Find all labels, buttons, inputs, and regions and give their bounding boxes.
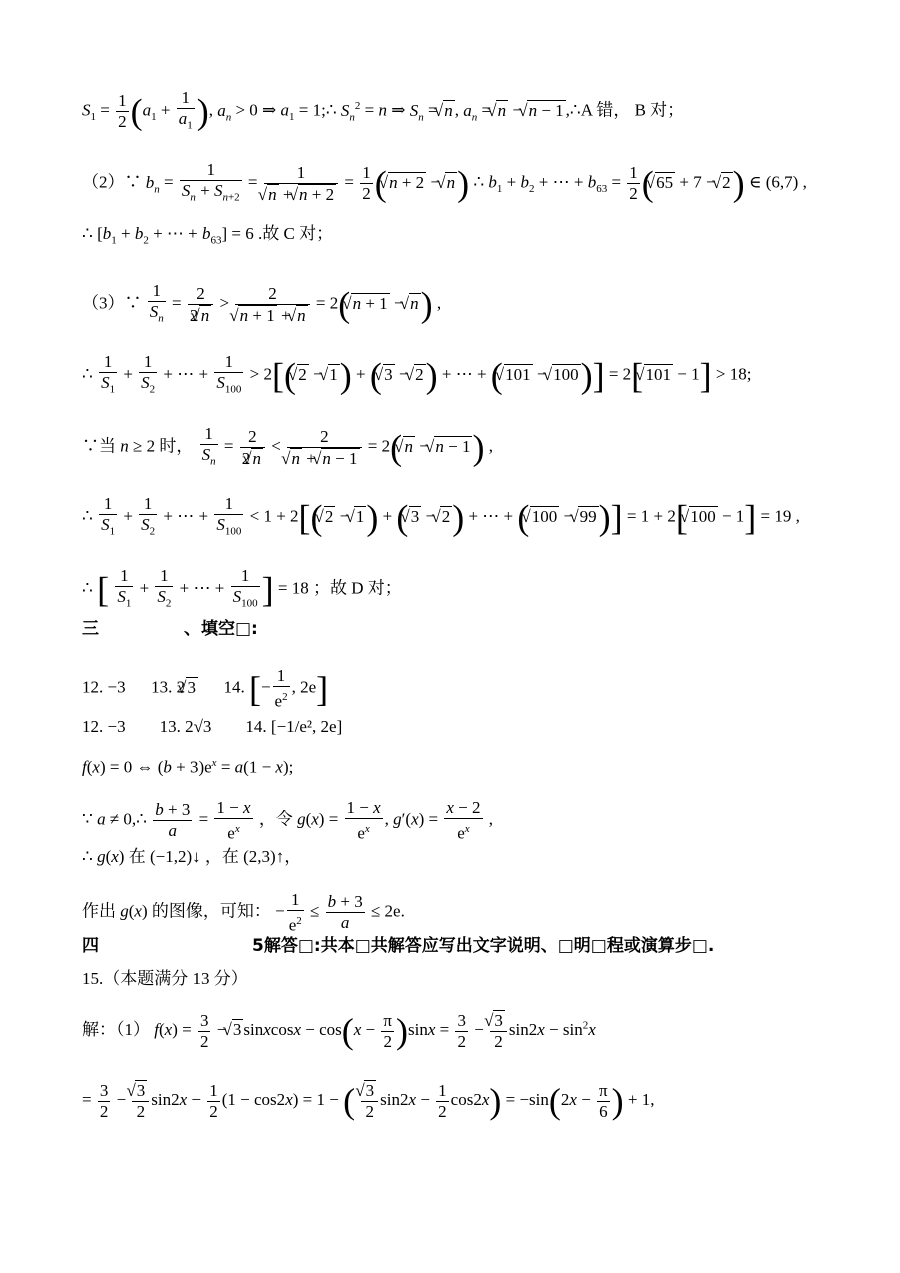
math-line-1: $S_1$ = $\frac{1}{2}$ ($a_1$ + $\frac{1}{a_1}$ ), $a_n > 0$ ⇒ $a_1$ = 1;∴ $S_n^2 = n$ ⇒ $S_n$ = √ n , $a_n$ = √ n − √ n − 1 ,∴A 错， B 对； [82,88,684,135]
problem-15-title: 15.（本题满分 13 分） [82,969,248,988]
math-line-2: （2）∵ $b_n$ = $\frac{1}{S_n + S_{n+2}}$ = 1 √ n + √ n + 2 = $\frac{1}{2}$ (√ n + 2 − √ n) ∴ $b_1 + b_2$ + ⋯ + $b_{63}$ = $\frac{1}{2}$ (√ 65 + 7 − √ 2) ∈ (6,7) , [82,160,807,207]
math-line-17: = $\frac{3}{2}$ − √ $\frac{3}{2}$ sin2x − $\frac{1}{2}$ (1 − cos2x) = 1 − ( √ $\frac{3}{2}$ sin2x − $\frac{1}{2}$ cos2x) = −sin(2x − $\frac{\pi}{6}$ ) + 1, [82,1080,654,1122]
math-line-5: ∴ $\frac{1}{S_1}$ + $\frac{1}{S_2}$ + ⋯ + $\frac{1}{S_{100}}$ > 2[(√ 2 − √ 1) + (√ 3 − √ 2) + ⋯ + (√ 101 − √ 100)] = 2[√ 101 − 1] > 18; [82,352,751,399]
math-line-16: 解：（1） f(x) = $\frac{3}{2}$ − √ 3 sinxcosx − cos(x − $\frac{\pi}{2}$ )sinx = $\frac{3}{2}$ − √ $\frac{3}{2}$ $\sin 2x - \sin^2x$ [82,1010,596,1052]
math-line-7: ∴ $\frac{1}{S_1}$ + $\frac{1}{S_2}$ + ⋯ + $\frac{1}{S_{100}}$ < 1 + 2[(√ 2 − √ 1) + (√ 3 − √ 2) + ⋯ + (√ 100 − √ 99)] = 1 + 2[√ 100 − 1] = 19 , [82,494,800,541]
math-line-13: ∴ g(x) 在 (−1,2)↓ ，在 (2,3)↑， [82,847,302,866]
section-heading-3: 三 、填空□: [82,619,258,639]
math-line-8: ∴ [ $\frac{1}{S_1}$ + $\frac{1}{S_2}$ + ⋯ + $\frac{1}{S_{100}}$ ] = 18 ；故 D 对； [82,566,402,610]
math-line-12: ∵ a ≠ 0,∴ $\frac{b + 3}{a}$ = $\frac{1 - x}{e^x}$ ，令 g(x) = $\frac{1 - x}{e^x}$ , g′(x) = $\frac{x - 2}{e^x}$ , [82,798,493,843]
section-heading-4: 四 5解答□:共本□共解答应写出文字说明、□明□程或演算步□. [82,936,715,956]
math-line-4: （3）∵ $\frac{1}{S_n}$ = $\frac{2}{2√ n}$ > 2 √ n + 1 + √ n = 2(√ n + 1 − √ n) , [82,281,441,328]
math-line-14: 作出 g(x) 的图像，可知： − $\frac{1}{e^2}$ ≤ $\frac{b + 3}{a}$ ≤ 2e. [82,890,405,935]
math-line-11: f(x) = 0 ⇔ $(b + 3)e^x = a(1 - x)$; [82,757,294,777]
math-line-6: ∵当 n ≥ 2 时， $\frac{1}{S_n}$ = $\frac{2}{2√ n}$ < 2 √ n + √ n − 1 = 2(√ n − √ n − 1) , [82,424,493,471]
math-line-3: ∴ [$b_1 + b_2$ + ⋯ + $b_{63}] = 6$ .故 C 对； [82,224,334,247]
analysis-heading: 12. −3 13. 2√3 14. [−1/e², 2e] [82,717,343,736]
math-line-answers: 12. −3 13. 2√ 3 14. [− $\frac{1}{e^2}$ , 2e] [82,666,328,712]
